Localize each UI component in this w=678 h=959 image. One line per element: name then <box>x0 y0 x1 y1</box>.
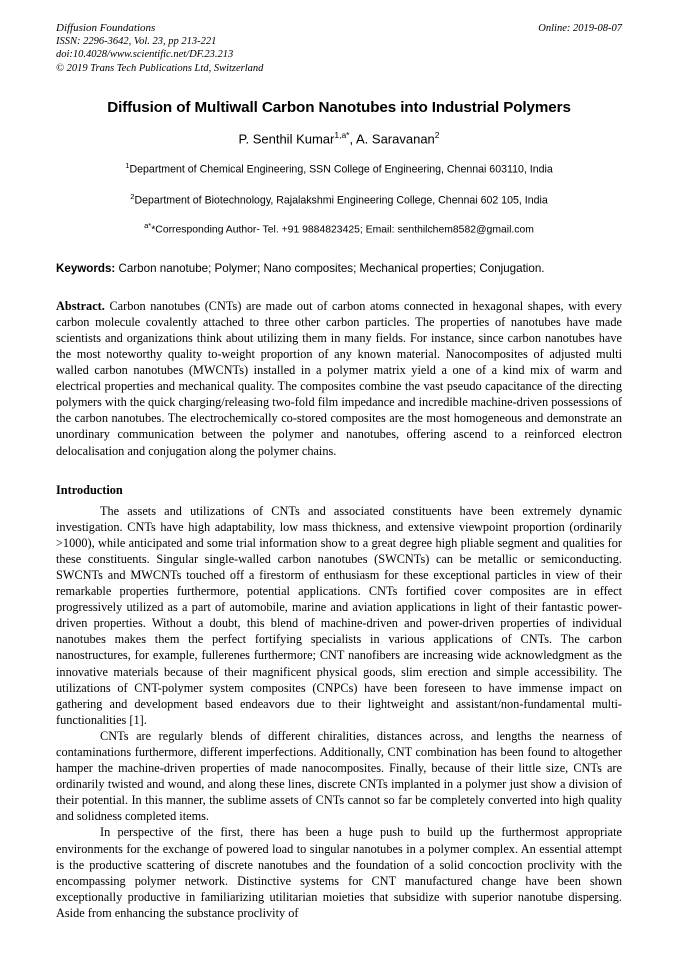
abstract-text: Carbon nanotubes (CNTs) are made out of carbon atoms connected in hexagonal shapes, with every carbon molecule covalently attached to three other carbon particles. The properties of nanotubes have made scientists and organizations think about utilizing them in many fields. For instance, since carbon nanotubes have the most noteworthy quality to-weight proportion of any known material. Nanocomposites of adjusted multi walled carbon nanotubes (MWCNTs) installed in a polymer matrix yield a one of a kind mix of warm and electrical properties and mechanical quality. The composites combine the vast pseudo capacitance of the directing polymers with the quick charging/releasing two-fold film impedance and incredible machine-driven possessions of the carbon nanotubes. The electrochemically co-stored composites are the most homogeneous and demonstrate an unordinary communication between the polymer and nanotubes, offering ascend to a reinforced electron delocalisation and conjugation along the polymer chains. <box>56 298 622 458</box>
doi-line: doi:10.4028/www.scientific.net/DF.23.213 <box>56 49 234 61</box>
author-1-affiliation-marker: 1,a* <box>334 129 350 140</box>
keywords-label: Keywords: <box>56 261 116 275</box>
author-separator: , <box>349 131 356 147</box>
paragraph-2: CNTs are regularly blends of different chiralities, distances across, and lengths the nearness of contaminations furthermore, different imperfections. Additionally, CNT combination has been found to altogether hamper the machine-driven properties of made nanocomposites. Finally, because of their little size, CNTs are ordinarily twisted and wound, and along these lines, discrete CNTs implanted in a polymer just show a division of their potential. In this manner, the sublime assets of CNTs cannot so far be completely converted into high quality and solidness completed items. <box>56 728 622 824</box>
journal-name: Diffusion Foundations <box>56 22 156 34</box>
copyright-line: © 2019 Trans Tech Publications Ltd, Switzerland <box>56 62 264 74</box>
author-2-name: A. Saravanan <box>356 131 435 147</box>
issn-line: ISSN: 2296-3642, Vol. 23, pp 213-221 <box>56 36 217 48</box>
keywords-text: Carbon nanotube; Polymer; Nano composites; Mechanical properties; Conjugation. <box>115 261 545 275</box>
corresponding-author-line <box>56 221 622 235</box>
keywords-block <box>56 261 622 276</box>
paragraph-1: The assets and utilizations of CNTs and associated constituents have been extremely dynamic investigation. CNTs have high adaptability, low mass thickness, and extensive viewpoint proportion (ordinarily >1000), while anticipated and some trial information show to a great degree high pliable segment and qualities for these constituents. Singular single-walled carbon nanotubes (SWCNTs) can be metallic or semiconducting. SWCNTs and MWCNTs touched off a firestorm of enthusiasm for these exceptional particles in view of their remarkable properties furthermore, potential applications. CNTs fortified cover composites are in effect progressively utilized as a part of automobile, marine and aviation applications in light of their fantastic power-driven properties. Without a doubt, this blend of machine-driven and power-driven properties of individual nanotubes makes them the perfect fortifying specialists in various applications of CNTs. The carbon nanostructures, for example, fullerenes furthermore; CNT nanofibers are increasing wide acknowledgment as the innovative materials because of their magnificent physical goods, slim erection and simple accessibility. The utilizations of CNT-polymer system composites (CNPCs) have been foreseen to have immense impact on gathering and development based endeavors due to their lightweight and assistant/non-fundamental multi-functionalities [1]. <box>56 503 622 727</box>
affiliation-2-marker: 2 <box>130 191 135 201</box>
page-title: Diffusion of Multiwall Carbon Nanotubes into Industrial Polymers <box>107 98 571 116</box>
author-1-name: P. Senthil Kumar <box>238 131 335 147</box>
affiliation-1-marker: 1 <box>125 161 130 171</box>
affiliation-2-text: Department of Biotechnology, Rajalakshmi Engineering College, Chennai 602 105, India <box>134 194 548 207</box>
author-2-affiliation-marker: 2 <box>434 129 440 140</box>
online-date: Online: 2019-08-07 <box>538 23 622 34</box>
author-list <box>56 130 622 146</box>
paragraph-3: In perspective of the first, there has been a huge push to build up the furthermost appropriate environments for the exchange of powered load to singular nanotubes in a polymer complex. An essential attempt is the productive scattering of discrete nanotubes and the foundation of a solid concoction proclivity with the encompassing polymer network. Distinctive systems for CNT manufactured change have been shown exceptionally productive in familiarizing utilitarian moieties that subsidize with superior nanotube dispersing. Aside from enhancing the substance proclivity of <box>56 825 622 920</box>
affiliation-1-text: Department of Chemical Engineering, SSN College of Engineering, Chennai 603110, India <box>129 163 553 176</box>
section-heading-introduction: Introduction <box>56 482 123 497</box>
corresponding-text: *Corresponding Author- Tel. +91 9884823425; Email: senthilchem8582@gmail.com <box>151 224 534 236</box>
corresponding-marker: a* <box>144 221 152 231</box>
page-header <box>56 22 622 75</box>
abstract-label: Abstract. <box>56 298 105 313</box>
affiliation-2 <box>56 190 622 208</box>
header-left-block <box>56 22 496 75</box>
affiliation-1 <box>56 159 622 177</box>
abstract-block <box>56 298 622 459</box>
